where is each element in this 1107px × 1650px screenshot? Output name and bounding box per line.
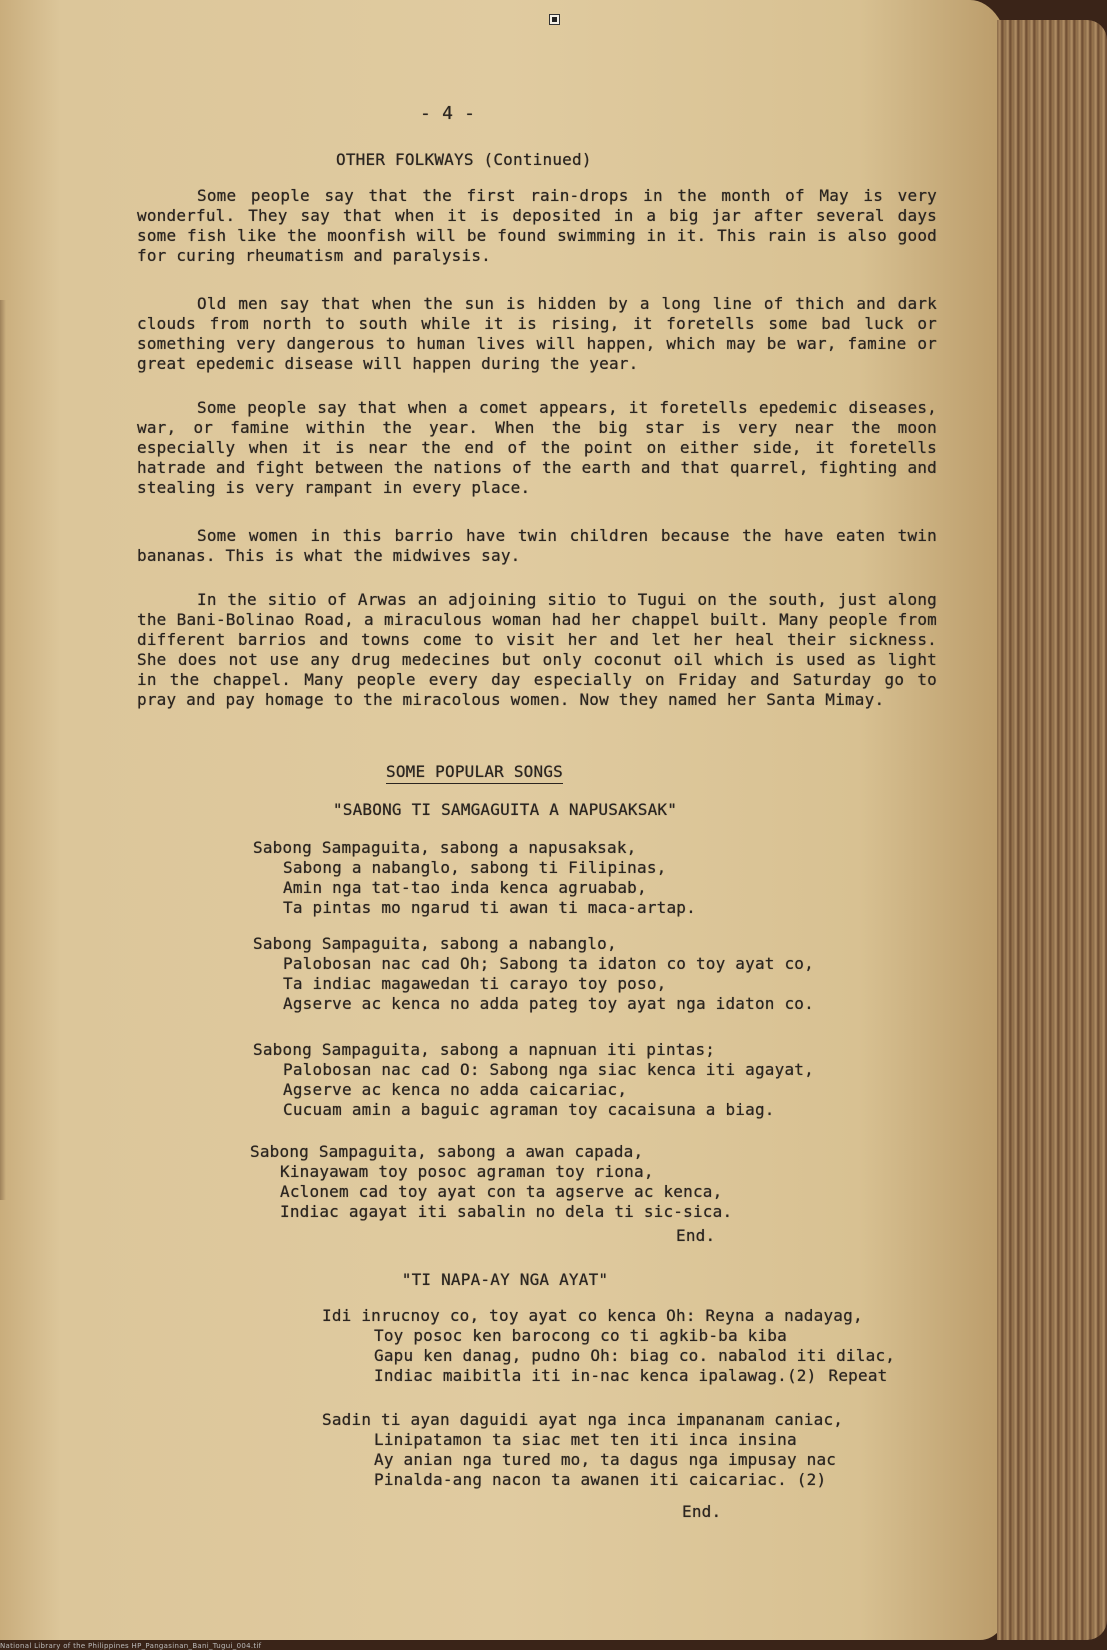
song2-end: End. xyxy=(682,1502,722,1521)
song2-stanza-2 xyxy=(322,1410,843,1490)
lyric-line: Sabong Sampaguita, sabong a awan capada, xyxy=(250,1142,644,1161)
lyric-line: Aclonem cad toy ayat con ta agserve ac kenca, xyxy=(280,1182,723,1201)
lyric-line: Amin nga tat-tao inda kenca agruabab, xyxy=(283,878,647,897)
book-page-edges xyxy=(997,20,1107,1640)
song1-stanza-2 xyxy=(253,934,814,1014)
lyric-line: Ay anian nga tured mo, ta dagus nga impusay nac xyxy=(374,1450,837,1469)
paragraph-twin-bananas: Some women in this barrio have twin children because the have eaten twin bananas. This is what the midwives say. xyxy=(137,526,937,565)
song1-stanza-3 xyxy=(253,1040,814,1120)
lyric-line: Sabong Sampaguita, sabong a napusaksak, xyxy=(253,838,637,857)
song1-end: End. xyxy=(676,1226,716,1245)
lyric-line: Palobosan nac cad Oh; Sabong ta idaton co toy ayat co, xyxy=(283,954,814,973)
lyric-line: Sabong Sampaguita, sabong a napnuan iti pintas; xyxy=(253,1040,716,1059)
lyric-line: Cucuam amin a baguic agraman toy cacaisuna a biag. xyxy=(283,1100,775,1119)
song2-stanza-1 xyxy=(322,1306,895,1386)
paragraph-sun-clouds: Old men say that when the sun is hidden by a long line of thich and dark clouds from north to south while it is rising, it foretells some bad luck or something very dangerous to human lives will happen, which may be war, famine or great epedemic disease will happen during the year. xyxy=(137,294,937,373)
lyric-line: Sabong Sampaguita, sabong a nabanglo, xyxy=(253,934,617,953)
binder-clip-icon xyxy=(549,14,560,25)
lyric-line: Agserve ac kenca no adda pateg toy ayat nga idaton co. xyxy=(283,994,814,1013)
paragraph-rain-drops: Some people say that the first rain-drops in the month of May is very wonderful. They say that when it is deposited in a big jar after several days some fish like the moonfish will be found swimming in it. This rain is also good for curing rheumatism and paralysis. xyxy=(137,186,937,265)
repeat-label: Repeat xyxy=(828,1366,888,1385)
page-fold-shadow xyxy=(0,300,6,1200)
song2-title: "TI NAPA-AY NGA AYAT" xyxy=(401,1270,609,1289)
section-title: OTHER FOLKWAYS (Continued) xyxy=(336,150,592,169)
lyric-line: Indiac maibitla iti in-nac kenca ipalawag.(2) xyxy=(374,1366,817,1385)
lyric-line: Agserve ac kenca no adda caicariac, xyxy=(283,1080,628,1099)
song1-stanza-4 xyxy=(250,1142,732,1222)
page-number: - 4 - xyxy=(420,103,476,124)
lyric-line: Toy posoc ken barocong co ti agkib-ba kiba xyxy=(374,1326,787,1345)
lyric-line: Gapu ken danag, pudno Oh: biag co. nabalod iti dilac, xyxy=(374,1346,896,1365)
songs-heading: SOME POPULAR SONGS xyxy=(386,762,563,781)
lyric-line: Ta pintas mo ngarud ti awan ti maca-artap. xyxy=(283,898,696,917)
lyric-line: Linipatamon ta siac met ten iti inca insina xyxy=(374,1430,797,1449)
song1-title: "SABONG TI SAMGAGUITA A NAPUSAKSAK" xyxy=(332,800,678,819)
paragraph-santa-mimay: In the sitio of Arwas an adjoining sitio to Tugui on the south, just along the Bani-Bolinao Road, a miraculous woman had her chappel built. Many people from different barrios and towns come to visit her and let her heal their sickness. She does not use any drug medecines but only coconut oil which is used as light in the chappel. Many people every day especially on Friday and Saturday go to pray and pay homage to the miracolous women. Now they named her Santa Mimay. xyxy=(137,590,937,709)
song1-stanza-1 xyxy=(253,838,696,918)
lyric-line: Sadin ti ayan daguidi ayat nga inca impananam caniac, xyxy=(322,1410,844,1429)
lyric-line-with-repeat xyxy=(374,1366,895,1386)
paragraph-comet: Some people say that when a comet appears, it foretells epedemic diseases, war, or famine within the year. When the big star is very near the moon especially when it is near the end of the point on either side, it foretells hatrade and fight between the nations of the earth and that quarrel, fighting and stealing is very rampant in every place. xyxy=(137,398,937,497)
lyric-line: Indiac agayat iti sabalin no dela ti sic-sica. xyxy=(280,1202,733,1221)
lyric-line: Palobosan nac cad O: Sabong nga siac kenca iti agayat, xyxy=(283,1060,814,1079)
lyric-line: Idi inrucnoy co, toy ayat co kenca Oh: Reyna a nadayag, xyxy=(322,1306,863,1325)
lyric-line: Sabong a nabanglo, sabong ti Filipinas, xyxy=(283,858,667,877)
footer-caption: National Library of the Philippines HP_Pangasinan_Bani_Tugui_004.tif xyxy=(0,1642,262,1650)
lyric-line: Pinalda-ang nacon ta awanen iti caicariac. (2) xyxy=(374,1470,827,1489)
lyric-line: Kinayawam toy posoc agraman toy riona, xyxy=(280,1162,654,1181)
lyric-line: Ta indiac magawedan ti carayo toy poso, xyxy=(283,974,667,993)
